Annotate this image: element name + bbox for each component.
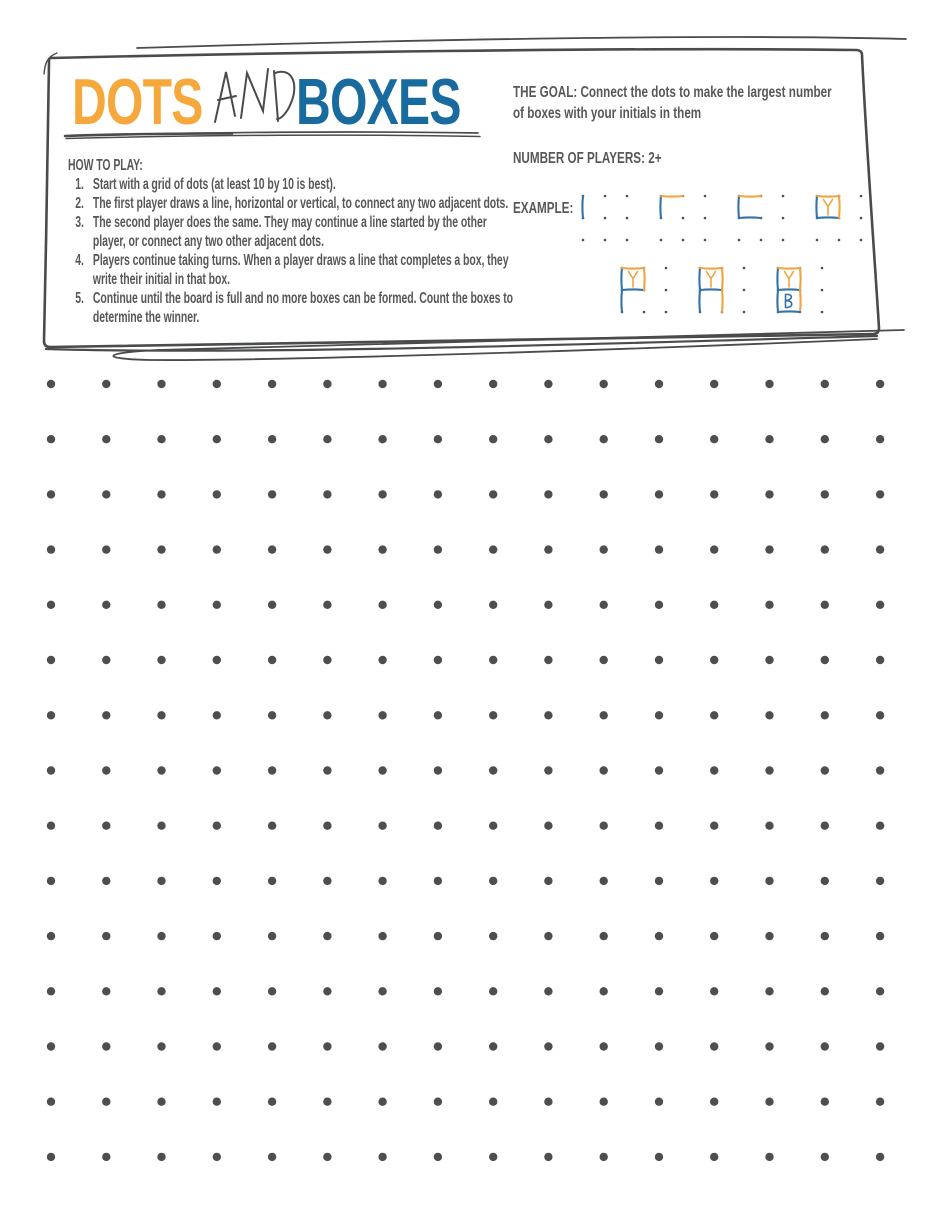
how-to-play-section [68,156,540,327]
example-grid-7 [775,265,825,315]
how-to-play-heading: HOW TO PLAY: [68,157,143,174]
example-grid-5 [619,265,669,315]
example-grid-1 [580,193,630,243]
example-grid-2 [658,193,708,243]
title-underline [62,128,486,144]
instruction-step-2: 2. The first player draws a line, horizontal or vertical, to connect any two adjacent dots. [75,195,509,212]
example-grid-6 [697,265,747,315]
instruction-step-5: 5. Continue until the board is full and no more boxes can be formed. Count the boxes to determine the winner. [75,290,514,326]
goal-text: THE GOAL: Connect the dots to make the largest number of boxes with your initials in them [513,84,832,122]
title-word-and-scrawl [211,66,299,130]
example-grid-3 [736,193,786,243]
example-grid-4 [814,193,864,243]
players-count: NUMBER OF PLAYERS: 2+ [513,150,662,167]
instruction-step-4: 4. Players continue taking turns. When a player draws a line that completes a box, they write their initial in that box. [75,252,509,288]
instruction-step-3: 3. The second player does the same. They may continue a line started by the other player, or connect any two other adjacent dots. [75,214,487,250]
title-word-boxes: BOXES [296,65,461,138]
example-label: EXAMPLE: [513,200,574,217]
instruction-step-1: 1. Start with a grid of dots (at least 10 by 10 is best). [75,176,336,193]
title-word-dots: DOTS [72,65,203,138]
header-panel [0,0,930,378]
